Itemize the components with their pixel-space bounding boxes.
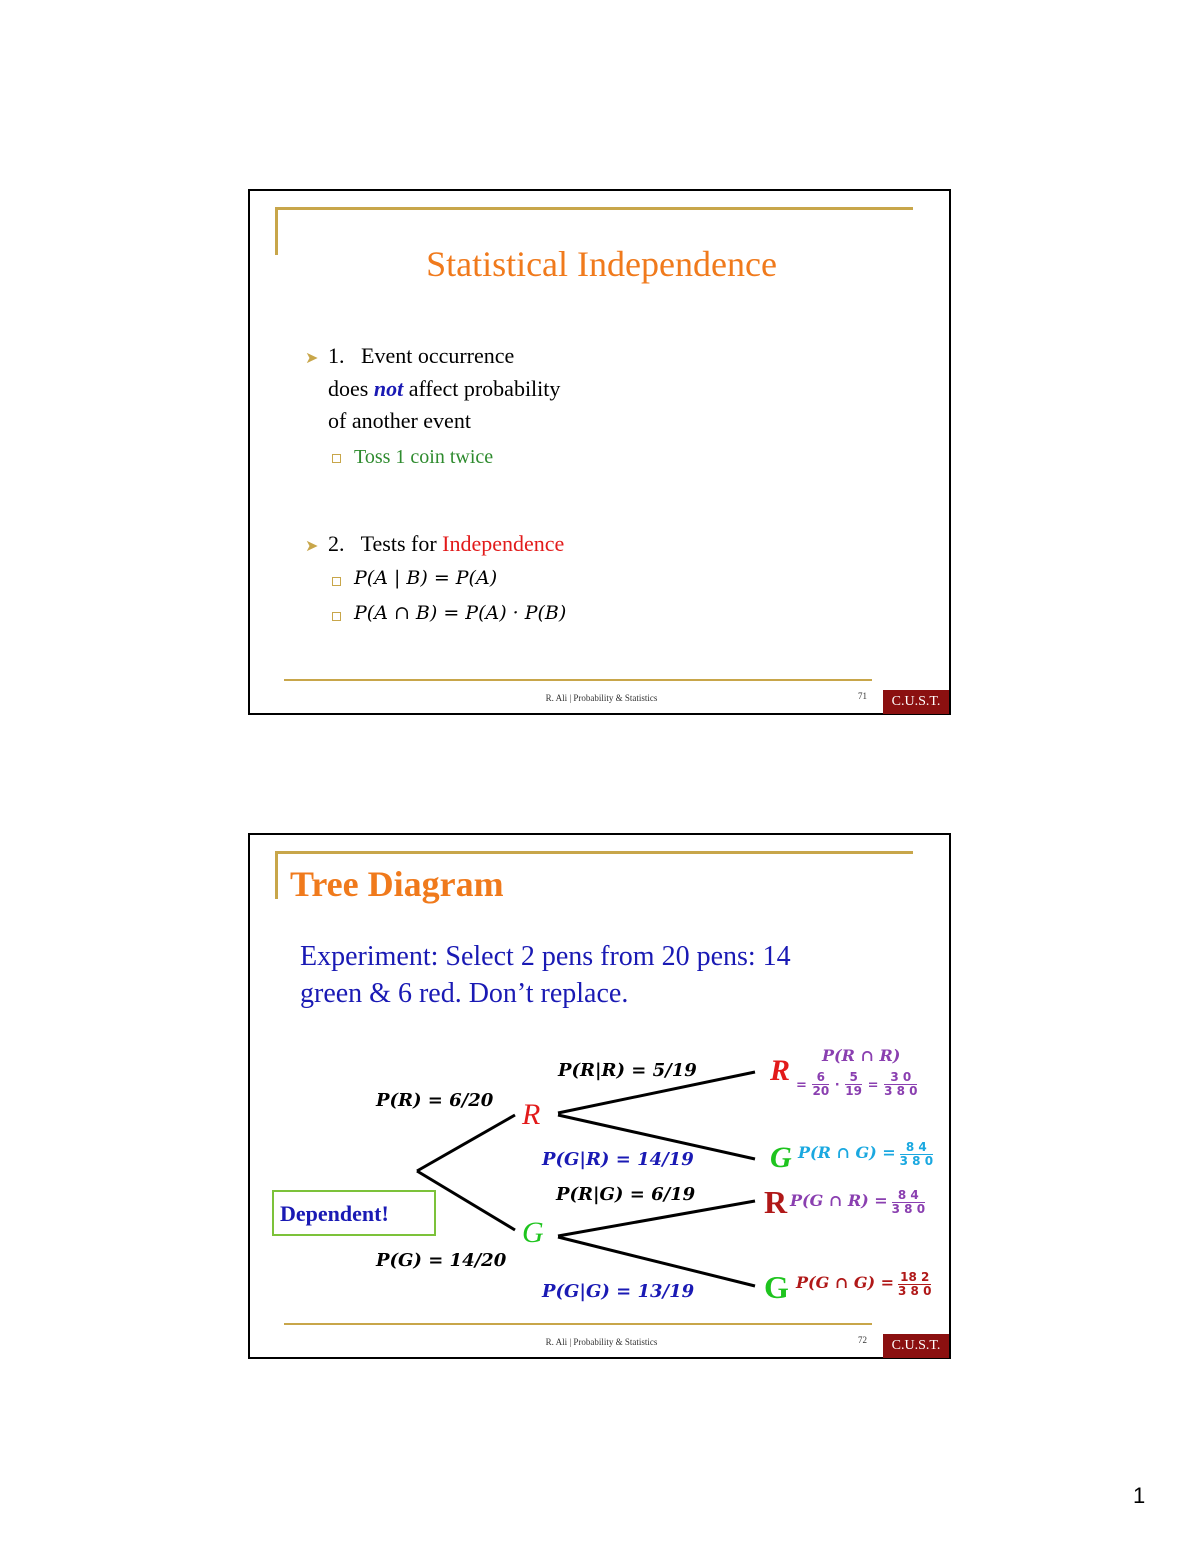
joint-prob-gg-formula: P(G ∩ G) = $\frac{18 2}{3 8 0}$ — [796, 1270, 932, 1298]
prob-red-given-red: P(R|R) = 5/19 — [558, 1060, 697, 1081]
bullet-arrow-icon: ➤ — [305, 350, 319, 367]
formula-joint-independence: P(A ∩ B) = P(A) · P(B) — [354, 602, 567, 624]
bullet-number: 1. — [328, 343, 345, 368]
bullet-text: Tests for — [360, 531, 443, 556]
footer-rule — [284, 1323, 872, 1325]
footer-rule — [284, 679, 872, 681]
highlight-independence: Independence — [442, 531, 565, 556]
bullet-text: does — [328, 376, 374, 401]
slide-number: 72 — [858, 1335, 867, 1345]
bullet-item-1-line3: of another event — [328, 408, 471, 433]
leaf-red-red: R — [770, 1054, 791, 1087]
fraction: $\frac{5}{19}$ — [845, 1070, 862, 1098]
leaf-green-green: G — [764, 1269, 789, 1305]
fraction: $\frac{3 0}{3 8 0}$ — [884, 1070, 918, 1098]
fraction: $\frac{8 4}{3 8 0}$ — [899, 1140, 934, 1168]
branch-g-to-r — [558, 1201, 755, 1236]
footer-text: R. Ali | Probability & Statistics — [545, 1337, 658, 1347]
fraction: $\frac{8 4}{3 8 0}$ — [891, 1188, 926, 1216]
joint-prob-rr-label: P(R ∩ R) — [822, 1046, 901, 1065]
bullet-text: affect probability — [403, 376, 561, 401]
joint-prob-rr-formula: = $\frac{6}{20}$ · $\frac{5}{19}$ = $\frac{3 0}{3 8 0}$ — [796, 1070, 918, 1098]
dependent-box — [272, 1190, 436, 1236]
footer-text: R. Ali | Probability & Statistics — [545, 693, 658, 703]
experiment-text-line1: Experiment: Select 2 pens from 20 pens: 14 — [300, 941, 791, 972]
joint-prob-rg-formula: P(R ∩ G) = $\frac{8 4}{3 8 0}$ — [798, 1140, 934, 1168]
experiment-text-line2: green & 6 red. Don’t replace. — [300, 978, 629, 1009]
sub-bullet-toss-coin: Toss 1 coin twice — [354, 446, 494, 468]
leaf-red-green: G — [770, 1141, 792, 1174]
prob-red-given-green: P(R|G) = 6/19 — [556, 1184, 696, 1205]
node-green: G — [522, 1216, 544, 1249]
logo-badge: C.U.S.T. — [883, 1334, 949, 1358]
branch-root-to-r — [417, 1115, 515, 1171]
leaf-green-red: R — [764, 1184, 788, 1220]
fraction: $\frac{6}{20}$ — [812, 1070, 830, 1098]
slide-decor-top-rule — [277, 207, 913, 210]
slide-statistical-independence — [248, 189, 951, 715]
logo-badge: C.U.S.T. — [883, 690, 949, 714]
sub-bullet-square-icon — [332, 454, 341, 463]
prob-first-green: P(G) = 14/20 — [376, 1250, 507, 1271]
dependent-label: Dependent! — [280, 1201, 389, 1226]
node-red: R — [522, 1098, 541, 1131]
slide-title: Tree Diagram — [290, 864, 504, 904]
prob-first-red: P(R) = 6/20 — [376, 1090, 494, 1111]
emphasis-not: not — [373, 376, 404, 401]
bullet-number: 2. — [328, 531, 345, 556]
formula-conditional-independence: P(A | B) = P(A) — [354, 567, 498, 589]
fraction: $\frac{18 2}{3 8 0}$ — [898, 1270, 932, 1298]
prob-green-given-red: P(G|R) = 14/19 — [542, 1149, 694, 1170]
sub-bullet-square-icon — [332, 612, 341, 621]
bullet-arrow-icon: ➤ — [305, 538, 319, 555]
slide-number: 71 — [858, 691, 867, 701]
slide-tree-diagram — [248, 833, 951, 1359]
slide-title: Statistical Independence — [426, 244, 777, 284]
sub-bullet-square-icon — [332, 577, 341, 586]
branch-g-to-g — [558, 1237, 755, 1286]
bullet-item-1-line2 — [328, 376, 560, 402]
joint-prob-gr-formula: P(G ∩ R) = $\frac{8 4}{3 8 0}$ — [790, 1188, 926, 1216]
prob-green-given-green: P(G|G) = 13/19 — [542, 1281, 695, 1302]
bullet-item-1 — [328, 343, 514, 369]
bullet-item-2 — [328, 531, 564, 557]
page-number: 1 — [1133, 1483, 1146, 1508]
bullet-text: Event occurrence — [361, 343, 515, 368]
